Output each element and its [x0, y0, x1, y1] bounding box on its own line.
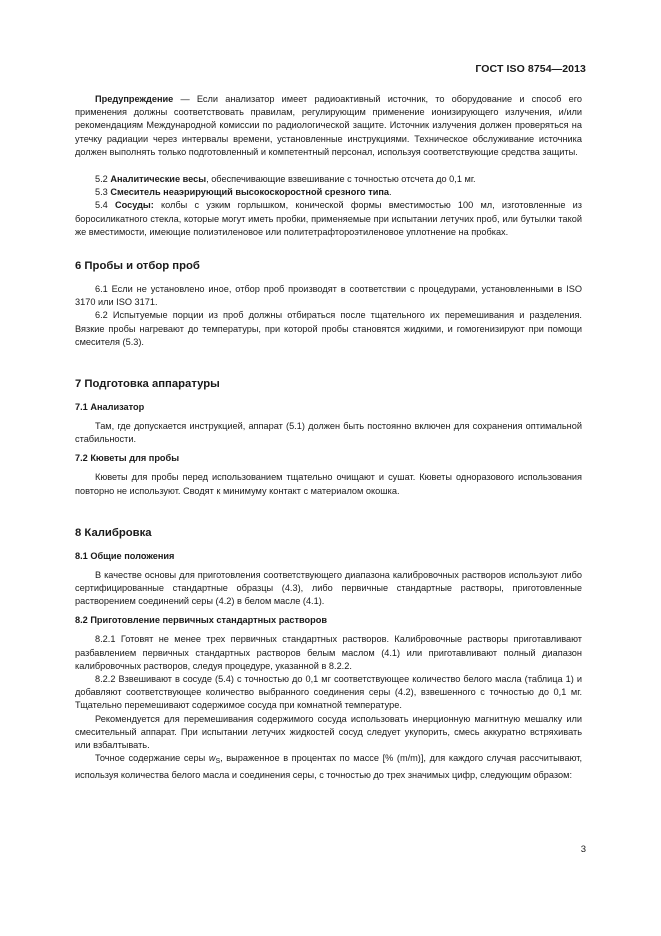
item-text: .: [389, 187, 392, 198]
paragraph-recommendation: Рекомендуется для перемешивания содержимого сосуда использовать инерционную магнитную мешалку или смесительный аппарат. При испытании летучих жидкостей сосуд следует укупорить, смесь аккуратно встряхивать или взбалтывать.: [75, 713, 582, 751]
warning-text: — Если анализатор имеет радиоактивный источник, то оборудование и способ его применения должны соответствовать правилам, регулирующим применение ионизирующего излучения, и/или рекомендациям Международной комиссии по радиологической защите. Источник излучения должен проверяться на утечку радиации через интервалы времени, установленные инструкциями. Техническое обслуживание источника должен выполнять только подготовленный и компетентный персонал, используя соответствующие средства защиты.: [75, 94, 582, 157]
subsection-8-1-title: 8.1 Общие положения: [75, 550, 175, 561]
subsection-7-1-title: 7.1 Анализатор: [75, 402, 145, 413]
subsection-8-2-title: 8.2 Приготовление первичных стандартных растворов: [75, 615, 328, 626]
paragraph-7-2: Кюветы для пробы перед использованием тщательно очищают и сушат. Кюветы одноразового использования повторно не используют. Сводят к минимуму контакт с материалом окошка.: [75, 472, 582, 496]
symbol-subscript: S: [215, 758, 221, 766]
item-text: , обеспечивающие взвешивание с точностью отсчета до 0,1 мг.: [206, 174, 476, 185]
item-term: Смеситель неаэрирующий высокоскоростной срезного типа: [110, 187, 390, 198]
item-5-2: [75, 173, 582, 186]
subsection-7-2-title: 7.2 Кюветы для пробы: [75, 453, 180, 464]
item-5-3: [75, 186, 582, 199]
document-body: [75, 93, 582, 782]
item-number: 5.2: [95, 174, 108, 185]
text-fragment: , выраженное в процентах по массе [% (m/m)], для каждого случая рассчитывают, используя количества белого масла и соединения серы, с точностью до трех значимых цифр, следующим образом:: [75, 753, 583, 780]
paragraph-8-2-2: 8.2.2 Взвешивают в сосуде (5.4) с точностью до 0,1 мг соответствующее количество белого масла (таблица 1) и добавляют соответствующее количество выбранного соединения серы (4.2), взвешенного с точностью до 0,1 мг. Тщательно перемешивают содержимое сосуда при комнатной температуре.: [75, 674, 582, 711]
item-text: колбы с узким горлышком, конической формы вместимостью 100 мл, изготовленные из боросиликатного стекла, которые могут иметь пробки, применяемые при испытании летучих проб, или бутылки такой же вместимости, имеющие полиэтиленовое или политетрафтороэтиленовое уплотнение на пробках.: [75, 200, 582, 237]
paragraph-7-1: Там, где допускается инструкцией, аппарат (5.1) должен быть постоянно включен для сохранения оптимальной стабильности.: [75, 421, 582, 445]
item-number: 5.3: [95, 187, 108, 198]
standard-designation: ГОСТ ISO 8754—2013: [475, 63, 586, 75]
section-7-title: 7 Подготовка аппаратуры: [75, 378, 220, 391]
item-5-4: [75, 199, 582, 239]
text-fragment: Точное содержание серы: [95, 753, 209, 764]
section-6-title: 6 Пробы и отбор проб: [75, 260, 200, 273]
warning-label: Предупреждение: [95, 94, 174, 104]
page-number: 3: [580, 844, 586, 855]
item-term: Сосуды:: [114, 200, 154, 211]
item-number: 5.4: [95, 200, 108, 211]
paragraph-sulfur-content: [75, 752, 582, 781]
symbol-w: w: [208, 753, 216, 764]
warning-paragraph: [75, 93, 582, 159]
paragraph-8-1: В качестве основы для приготовления соответствующего диапазона калибровочных растворов используют либо сертифицированные стандартные образцы (4.3), либо первичные стандартные растворы, приготовленные растворением соединений серы (4.2) в белом масле (4.1).: [75, 569, 582, 607]
section-8-title: 8 Калибровка: [75, 526, 152, 539]
item-term: Аналитические весы: [110, 174, 207, 185]
paragraph-8-2-1: 8.2.1 Готовят не менее трех первичных стандартных растворов. Калибровочные растворы приготавливают разбавлением первичных стандартных растворов белым маслом (4.1) или приготавливают полный диапазон калибровочных растворов, следуя процедуре, указанной в 8.2.2.: [75, 634, 582, 671]
paragraph-6-2: 6.2 Испытуемые порции из проб должны отбираться после тщательного их перемешивания и разделения. Вязкие пробы нагревают до температуры, при которой пробы становятся жидкими, и гомогенизируют при помощи смесителя (5.3).: [75, 310, 582, 347]
paragraph-6-1: 6.1 Если не установлено иное, отбор проб производят в соответствии с процедурами, установленными в ISO 3170 или ISO 3171.: [75, 284, 582, 308]
